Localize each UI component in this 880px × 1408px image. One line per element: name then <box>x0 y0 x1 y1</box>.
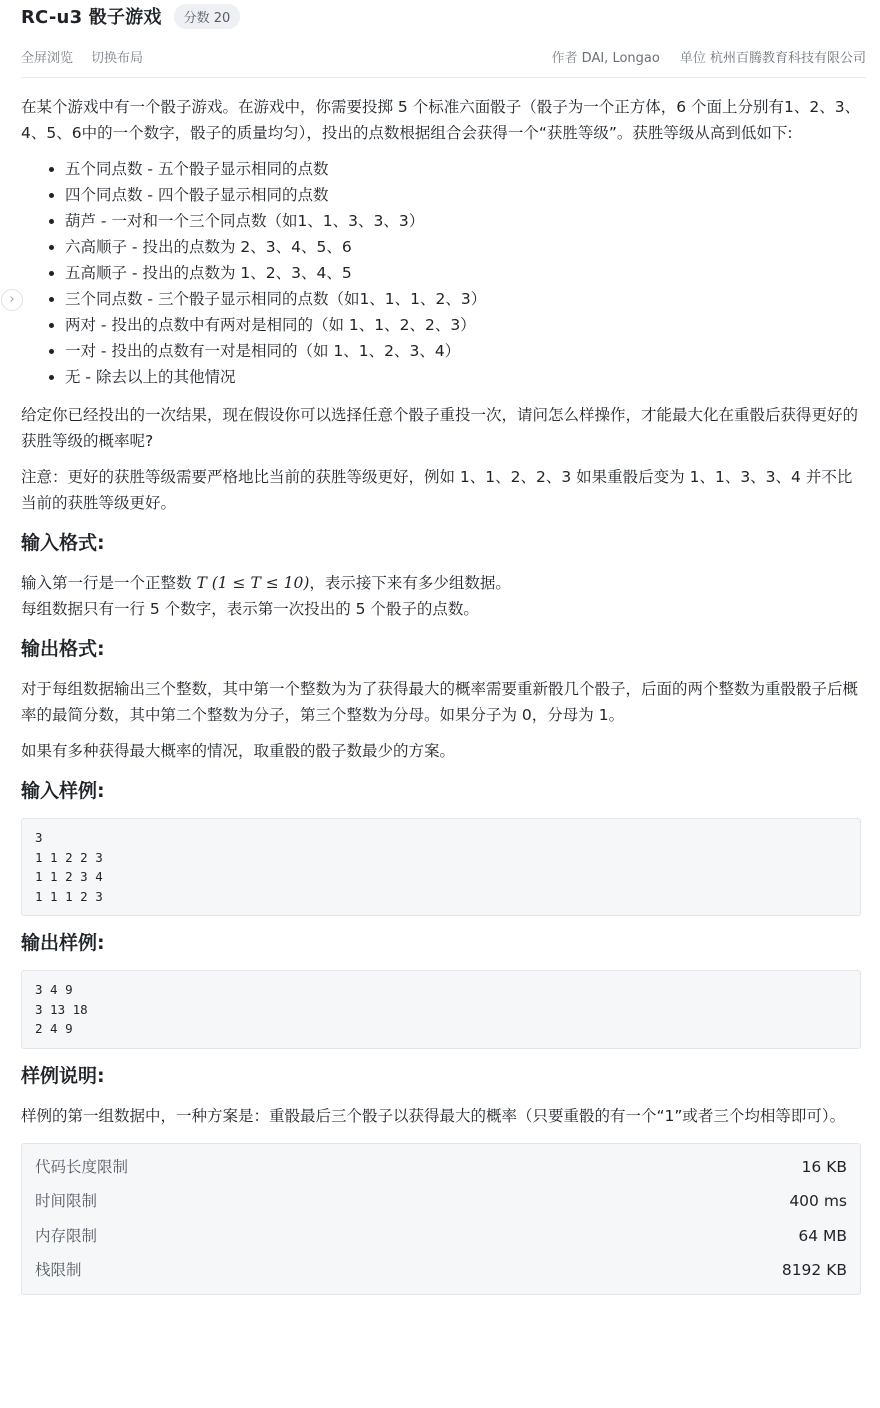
input-line1-math: T (1 ≤ T ≤ 10) <box>196 574 310 592</box>
switch-layout-link[interactable]: 切换布局 <box>91 50 144 66</box>
output-format-tie: 如果有多种获得最大概率的情况，取重骰的骰子数最少的方案。 <box>21 742 456 760</box>
sample-input-heading: 输入样例: <box>21 780 105 802</box>
header-divider <box>21 77 866 78</box>
rank-item: • 六高顺子 - 投出的点数为 2、3、4、5、6 <box>65 234 861 260</box>
sample-input-code[interactable]: 3 1 1 2 2 3 1 1 2 3 4 1 1 1 2 3 <box>21 818 861 916</box>
rank-list <box>21 156 861 390</box>
limit-value: 64 MB <box>798 1226 847 1245</box>
rank-item: • 三个同点数 - 三个骰子显示相同的点数（如1、1、1、2、3） <box>65 286 861 312</box>
limit-value: 8192 KB <box>781 1261 847 1280</box>
output-format-heading: 输出格式: <box>21 638 105 660</box>
author-info <box>552 47 660 66</box>
problem-question: 给定你已经投出的一次结果，现在假设你可以选择任意个骰子重投一次，请问怎么样操作，才能最大化在重骰后获得更好的获胜等级的概率呢? <box>21 406 859 450</box>
limit-row <box>35 1219 847 1254</box>
limit-row <box>35 1253 847 1288</box>
rank-item: • 一对 - 投出的点数有一对是相同的（如 1、1、2、3、4） <box>65 338 861 364</box>
input-format-heading: 输入格式: <box>21 532 105 554</box>
score-badge: 分数 20 <box>174 4 241 29</box>
rank-item: • 五高顺子 - 投出的点数为 1、2、3、4、5 <box>65 260 861 286</box>
input-line1-pre: 输入第一行是一个正整数 <box>21 574 197 592</box>
limit-row <box>35 1150 847 1185</box>
limit-label: 时间限制 <box>35 1192 98 1211</box>
sample-explain-text: 样例的第一组数据中，一种方案是：重骰最后三个骰子以获得最大的概率（只要重骰的有一个“1”或者三个均相等即可）。 <box>21 1106 846 1125</box>
rank-item: • 两对 - 投出的点数中有两对是相同的（如 1、1、2、2、3） <box>65 312 861 338</box>
org-label: 单位 <box>679 50 706 66</box>
author-label: 作者 <box>551 50 578 66</box>
org-name: 杭州百腾教育科技有限公司 <box>709 50 866 66</box>
rank-item: • 五个同点数 - 五个骰子显示相同的点数 <box>65 156 861 182</box>
problem-content <box>21 94 861 1295</box>
problem-intro: 在某个游戏中有一个骰子游戏。在游戏中，你需要投掷 5 个标准六面骰子（骰子为一个正方体，6 个面上分别有1、2、3、4、5、6中的一个数字，骰子的质量均匀），投出的点数根据组合会获得一个“获胜等级”。获胜等级从高到低如下: <box>21 98 861 142</box>
rank-item: • 葫芦 - 一对和一个三个同点数（如1、1、3、3、3） <box>65 208 861 234</box>
output-format-desc: 对于每组数据输出三个整数，其中第一个整数为为了获得最大的概率需要重新骰几个骰子，后面的两个整数为重骰骰子后概率的最简分数，其中第二个整数为分子，第三个整数为分母。如果分子为 0，分母为 1。 <box>21 680 859 724</box>
limit-value: 400 ms <box>789 1192 847 1211</box>
limit-row <box>35 1184 847 1219</box>
fullscreen-link[interactable]: 全屏浏览 <box>21 50 74 66</box>
input-format-line1 <box>21 570 861 596</box>
toolbar <box>21 45 866 67</box>
input-format-line2: 每组数据只有一行 5 个数字，表示第一次投出的 5 个骰子的点数。 <box>21 600 479 618</box>
sample-output-heading: 输出样例: <box>21 932 105 954</box>
rank-item: • 四个同点数 - 四个骰子显示相同的点数 <box>65 182 861 208</box>
limit-label: 栈限制 <box>35 1261 82 1280</box>
limit-label: 代码长度限制 <box>35 1157 129 1176</box>
problem-title: RC-u3 骰子游戏 <box>21 7 162 28</box>
org-info <box>680 47 866 66</box>
author-name: DAI, Longao <box>581 50 660 66</box>
problem-header <box>21 0 866 32</box>
input-line1-post: ，表示接下来有多少组数据。 <box>309 574 511 592</box>
sample-output-code[interactable]: 3 4 9 3 13 18 2 4 9 <box>21 970 861 1049</box>
rank-item: • 无 - 除去以上的其他情况 <box>65 364 861 390</box>
chevron-right-icon[interactable]: › <box>1 289 23 311</box>
limits-panel <box>21 1143 861 1295</box>
limit-label: 内存限制 <box>35 1226 98 1245</box>
limit-value: 16 KB <box>801 1157 847 1176</box>
sample-explain-heading: 样例说明: <box>21 1064 105 1087</box>
problem-note: 注意：更好的获胜等级需要严格地比当前的获胜等级更好，例如 1、1、2、2、3 如果重骰后变为 1、1、3、3、4 并不比当前的获胜等级更好。 <box>21 468 853 512</box>
